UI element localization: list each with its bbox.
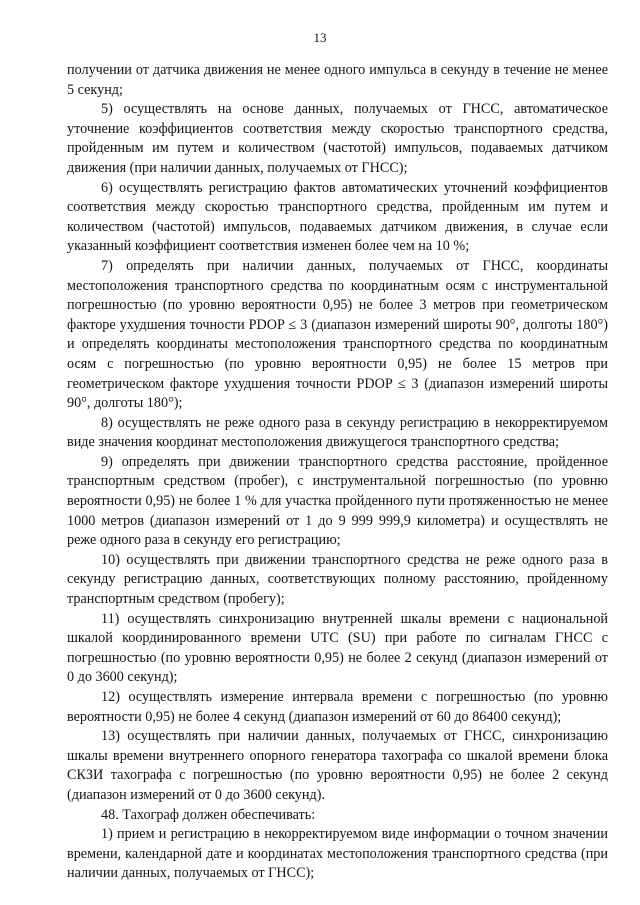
paragraph-item-7: 7) определять при наличии данных, получаемых от ГНСС, координаты местоположения транспортного средства по координатным осям с инструментальной погрешностью (по уровню вероятности 0,95) не более 3 метров при геометрическом факторе ухудшения точности PDOP ≤ 3 (диапазон измерений широты 90°, долготы 180°) и определять координаты местоположения транспортного средства по координатным осям с погрешностью (по уровню вероятности 0,95) не более 15 метров при геометрическом факторе ухудшения точности PDOP ≤ 3 (диапазон измерений широты 90°, долготы 180°); (67, 257, 608, 412)
paragraph-48-item-1: 1) прием и регистрацию в некорректируемом виде информации о точном значении времени, календарной дате и координатах местоположения транспортного средства (при наличии данных, получаемых от ГНСС); (67, 826, 608, 882)
paragraph-item-13: 13) осуществлять при наличии данных, получаемых от ГНСС, синхронизацию шкалы времени внутреннего опорного генератора тахографа со шкалой времени блока СКЗИ тахографа с погрешностью (по уровню вероятности 0,95) не более 2 секунд (диапазон измерений от 0 до 3600 секунд). (67, 728, 608, 803)
paragraph-item-11: 11) осуществлять синхронизацию внутренней шкалы времени с национальной шкалой координированного времени UTC (SU) при работе по сигналам ГНСС с погрешностью (по уровню вероятности 0,95) не более 2 секунд (диапазон измерений от 0 до 3600 секунд); (67, 610, 608, 686)
page-number: 13 (313, 30, 327, 45)
paragraph-item-10: 10) осуществлять при движении транспортного средства не реже одного раза в секунду регистрацию данных, соответствующих полному расстоянию, пройденному транспортным средством (пробегу); (67, 551, 608, 608)
paragraph-continuation: получении от датчика движения не менее одного импульса в секунду в течение не менее 5 секунд; (67, 62, 608, 98)
paragraph-item-5: 5) осуществлять на основе данных, получаемых от ГНСС, автоматическое уточнение коэффициентов соответствия между скоростью транспортного средства, пройденным им путем и количеством (частотой) импульсов, подаваемых датчиком движения (при наличии данных, получаемых от ГНСС); (67, 101, 608, 176)
section-48-heading: 48. Тахограф должен обеспечивать: (101, 806, 316, 823)
document-body (67, 61, 608, 884)
paragraph-item-6: 6) осуществлять регистрацию фактов автоматических уточнений коэффициентов соответствия между скоростью транспортного средства, пройденным им путем и количеством (частотой) импульсов, подаваемых датчиком движения, в случае если указанный коэффициент соответствия изменен более чем на 10 %; (67, 179, 608, 255)
paragraph-item-8: 8) осуществлять не реже одного раза в секунду регистрацию в некорректируемом виде значения координат местоположения движущегося транспортного средства; (67, 414, 608, 451)
paragraph-item-12: 12) осуществлять измерение интервала времени с погрешностью (по уровню вероятности 0,95) не более 4 секунд (диапазон измерений от 60 до 86400 секунд); (67, 689, 608, 725)
paragraph-item-9: 9) определять при движении транспортного средства расстояние, пройденное транспортным средством (пробег), с инструментальной погрешностью (по уровню вероятности 0,95) не более 1 % для участка пройденного пути протяженностью не менее 1000 метров (диапазон измерений от 1 до 9 999 999,9 километра) и осуществлять не реже одного раза в секунду его регистрацию; (67, 453, 608, 549)
